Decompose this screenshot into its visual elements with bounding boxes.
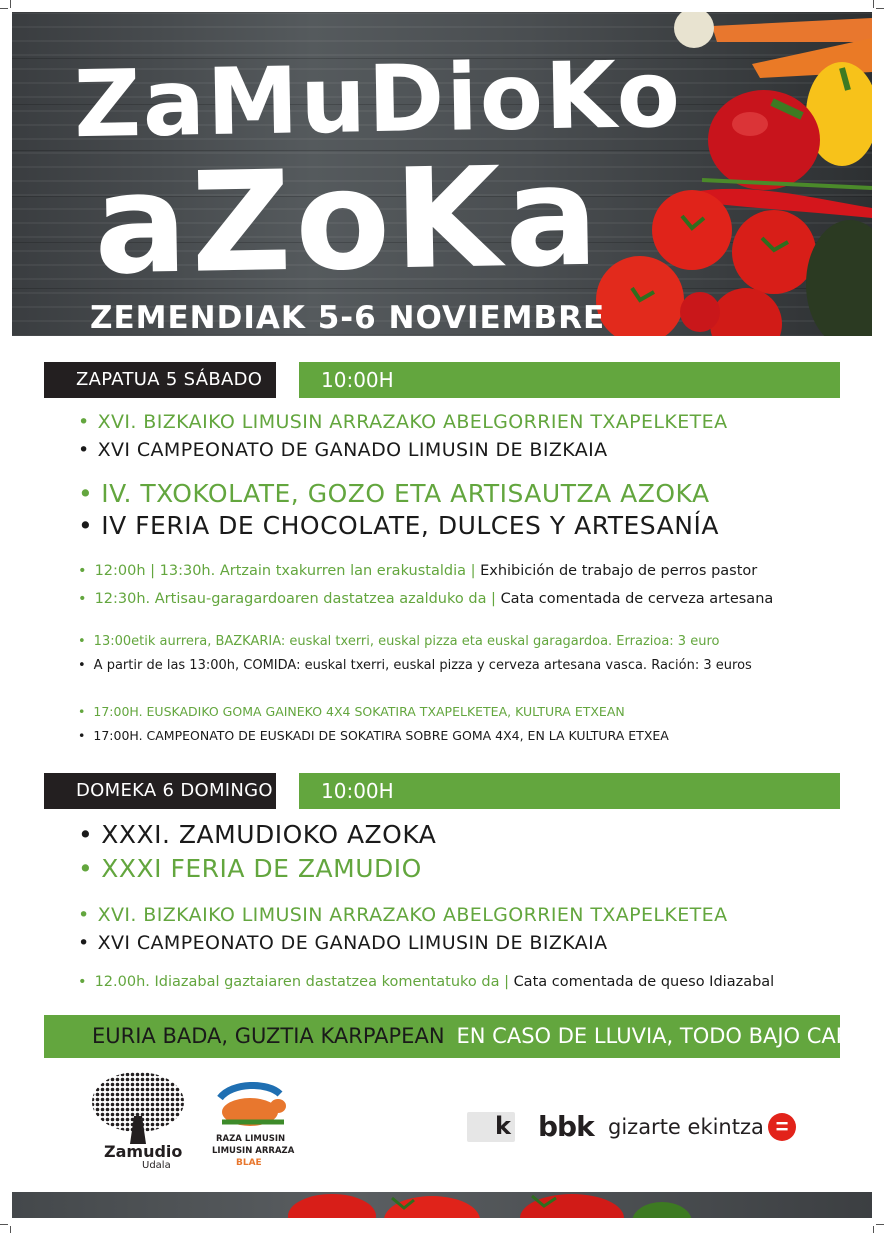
list-item: • IV FERIA DE CHOCOLATE, DULCES Y ARTESANÍA [78,511,719,540]
tree-icon [90,1072,186,1144]
list-item: • XVI CAMPEONATO DE GANADO LIMUSIN DE BIZKAIA [78,439,608,461]
rain-notice [44,1015,877,1058]
list-item: • IV. TXOKOLATE, GOZO ETA ARTISAUTZA AZOKA [78,479,710,508]
title-line-2: aZoKa [92,135,604,306]
crop-mark [876,1224,884,1225]
kutxa-letter: k [495,1112,511,1140]
zamudio-name: Zamudio [104,1142,183,1161]
limusin-logo [210,1080,295,1172]
list-item: • 17:00H. EUSKADIKO GOMA GAINEKO 4X4 SOKATIRA TXAPELKETEA, KULTURA ETXEAN [78,704,625,719]
crop-mark [0,1224,8,1225]
cow-icon [214,1080,286,1132]
list-item: • XVI. BIZKAIKO LIMUSIN ARRAZAKO ABELGORRIEN TXAPELKETEA [78,411,728,433]
saturday-day-label: ZAPATUA 5 SÁBADO [44,362,276,398]
header-banner [12,12,872,336]
list-item: • XXXI FERIA DE ZAMUDIO [78,854,422,883]
saturday-time: 10:00H [299,362,840,398]
crop-mark [873,0,874,8]
crop-mark [10,0,11,8]
crop-mark [10,1226,11,1233]
list-item: • 12:30h. Artisau-garagardoaren dastatzea azalduko da | Cata comentada de cerveza artesana [78,591,774,607]
crop-mark [0,8,8,9]
limusin-line-1: RAZA LIMUSIN [216,1134,286,1144]
bbk-text: gizarte ekintza [608,1115,764,1139]
list-item: • XXXI. ZAMUDIOKO AZOKA [78,820,437,849]
rain-notice-eu: EURIA BADA, GUZTIA KARPAPEAN [92,1024,445,1048]
crop-mark [876,8,884,9]
list-item: • XVI. BIZKAIKO LIMUSIN ARRAZAKO ABELGORRIEN TXAPELKETEA [78,904,728,926]
kutxa-logo [467,1112,515,1142]
bbk-brand: bbk [538,1110,594,1143]
zamudio-sub: Udala [142,1160,171,1171]
title-line-1: ZaMuDioKo [73,40,683,159]
rain-notice-es: EN CASO DE LLUVIA, TODO BAJO CARPA [456,1024,877,1048]
limusin-line-2: LIMUSIN ARRAZA [212,1146,295,1156]
crop-mark [873,1226,874,1233]
list-item: • XVI CAMPEONATO DE GANADO LIMUSIN DE BIZKAIA [78,932,608,954]
list-item: • 17:00H. CAMPEONATO DE EUSKADI DE SOKATIRA SOBRE GOMA 4X4, EN LA KULTURA ETXEA [78,728,669,743]
zamudio-logo [90,1072,190,1172]
list-item: • 13:00etik aurrera, BAZKARIA: euskal txerri, euskal pizza eta euskal garagardoa. Errazioa: 3 euro [78,634,720,649]
event-dates: ZEMENDIAK 5-6 NOVIEMBRE [90,300,606,336]
bbk-symbol-icon: = [768,1113,796,1141]
list-item: • 12.00h. Idiazabal gaztaiaren dastatzea komentatuko da | Cata comentada de queso Idiazabal [78,974,775,990]
sunday-day-label: DOMEKA 6 DOMINGO [44,773,276,809]
list-item: • 12:00h | 13:30h. Artzain txakurren lan erakustaldia | Exhibición de trabajo de perros pastor [78,563,758,579]
sunday-time: 10:00H [299,773,840,809]
tomatoes-strip-illustration [12,1192,872,1218]
list-item: • A partir de las 13:00h, COMIDA: euskal txerri, euskal pizza y cerveza artesana vasca. Ración: 3 euros [78,658,752,673]
bbk-logo [538,1110,798,1146]
limusin-line-3: BLAE [236,1158,262,1168]
footer-image-strip [12,1192,872,1218]
